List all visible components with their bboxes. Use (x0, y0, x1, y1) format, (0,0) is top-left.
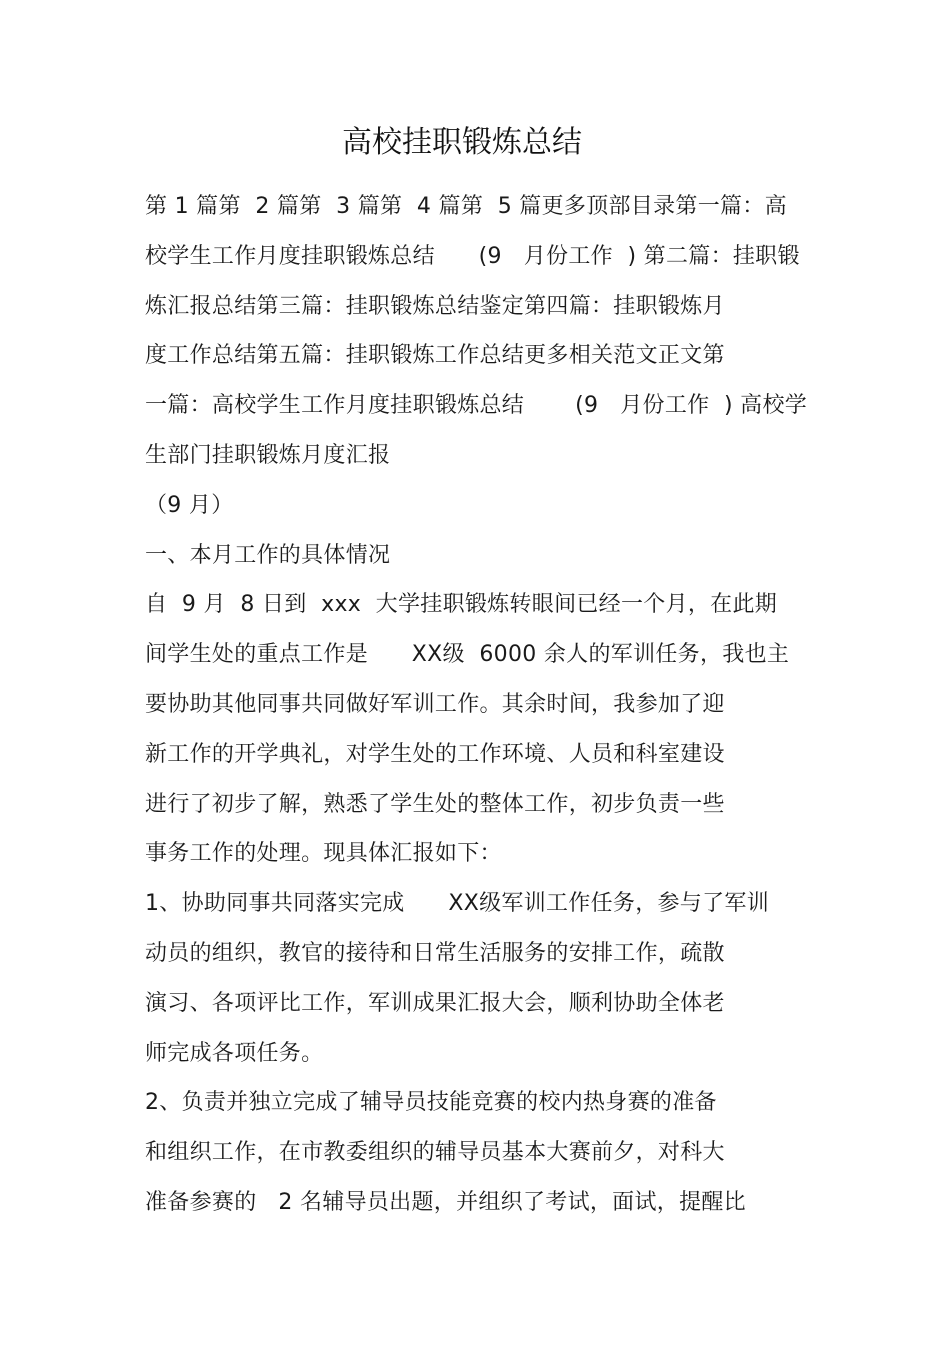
body-line: 校学生工作月度挂职锻炼总结 (9 月份工作 ) 第二篇：挂职锻 (145, 243, 800, 269)
body-line: （9 月） (145, 492, 234, 518)
list-item-line: 1、协助同事共同落实完成 XX级军训工作任务，参与了军训 (145, 891, 770, 917)
body-line: 间学生处的重点工作是 XX级 6000 余人的军训任务，我也主 (145, 642, 790, 668)
body-line: 进行了初步了解，熟悉了学生处的整体工作，初步负责一些 (145, 791, 725, 817)
section-heading: 一、本月工作的具体情况 (145, 542, 391, 568)
body-line: 度工作总结第五篇：挂职锻炼工作总结更多相关范文正文第 (145, 343, 725, 369)
body-line: 要协助其他同事共同做好军训工作。其余时间，我参加了迎 (145, 691, 725, 717)
list-item-line: 演习、各项评比工作，军训成果汇报大会，顺利协助全体老 (145, 990, 725, 1016)
document-title: 高校挂职锻炼总结 (342, 125, 582, 160)
body-line: 事务工作的处理。现具体汇报如下： (145, 841, 502, 867)
body-line: 一篇：高校学生工作月度挂职锻炼总结 (9 月份工作 ) 高校学 (145, 393, 808, 419)
body-line: 新工作的开学典礼，对学生处的工作环境、人员和科室建设 (145, 741, 725, 767)
list-item-line: 师完成各项任务。 (145, 1040, 324, 1066)
body-line: 生部门挂职锻炼月度汇报 (145, 442, 391, 468)
document-body (145, 182, 825, 1228)
list-item-line: 和组织工作，在市教委组织的辅导员基本大赛前夕，对科大 (145, 1140, 725, 1166)
list-item-line: 准备参赛的 2 名辅导员出题，并组织了考试，面试，提醒比 (145, 1189, 746, 1215)
body-line: 炼汇报总结第三篇：挂职锻炼总结鉴定第四篇：挂职锻炼月 (145, 293, 725, 319)
body-line: 第 1 篇第 2 篇第 3 篇第 4 篇第 5 篇更多顶部目录第一篇：高 (145, 194, 787, 219)
list-item-line: 动员的组织，教官的接待和日常生活服务的安排工作，疏散 (145, 940, 725, 966)
body-line: 自 9 月 8 日到 xxx 大学挂职锻炼转眼间已经一个月，在此期 (145, 592, 778, 618)
list-item-line: 2、负责并独立完成了辅导员技能竞赛的校内热身赛的准备 (145, 1090, 717, 1116)
